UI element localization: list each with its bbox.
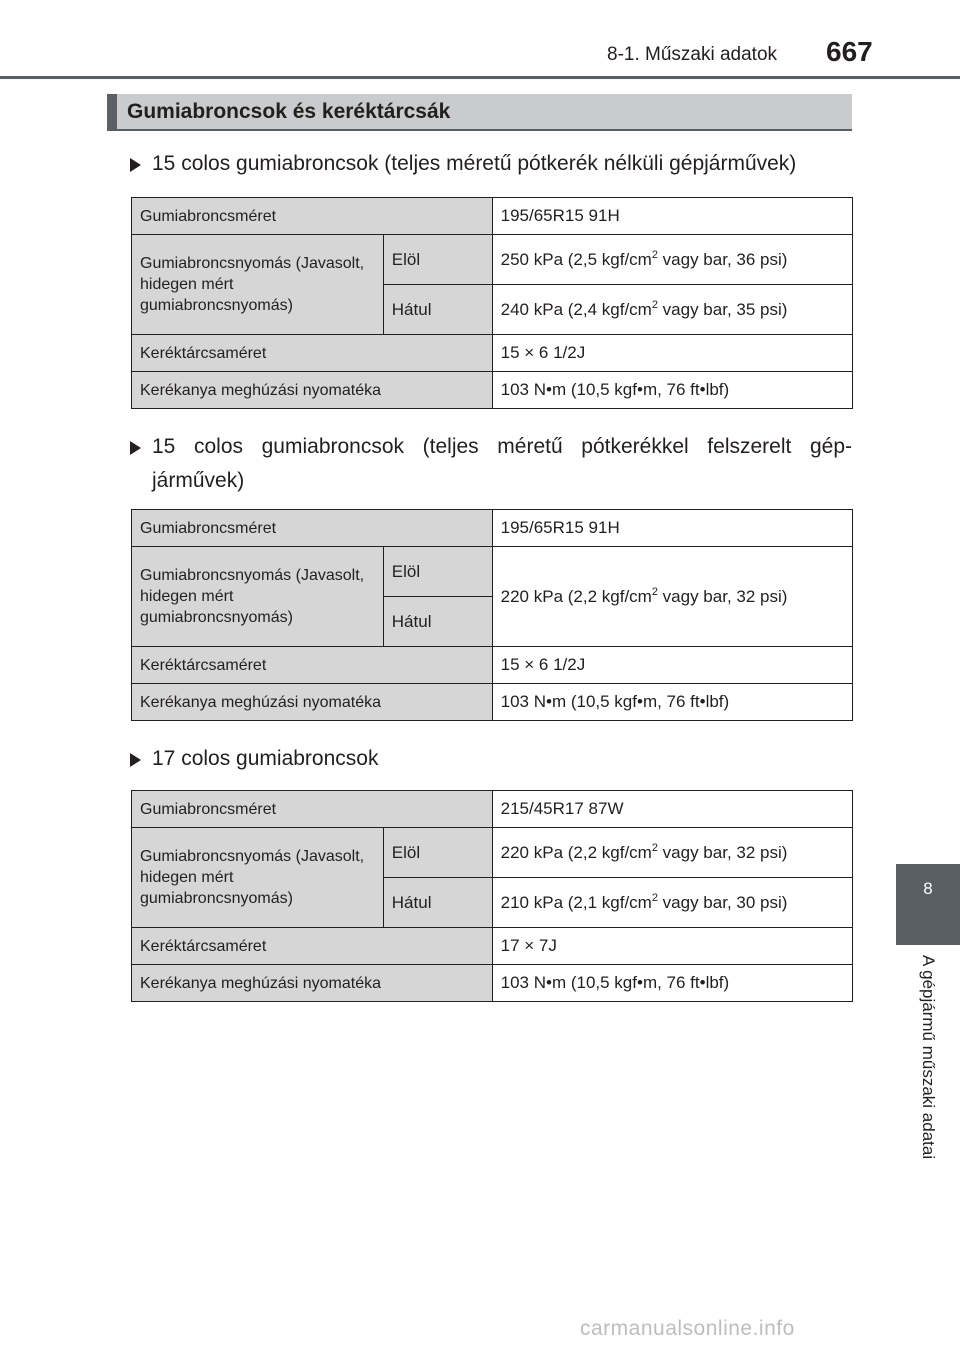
bullet-15in-no-spare [130, 147, 852, 181]
table-row [132, 965, 853, 1002]
pressure-value: 220 kPa (2,2 kgf/$cm^2$ vagy bar, 32 psi) [492, 547, 852, 647]
bullet-17in [130, 742, 852, 776]
page-number: 667 [826, 36, 873, 67]
rear-pressure-value: 240 kPa (2,4 kgf/$cm^2$ vagy bar, 35 psi) [492, 285, 852, 335]
tire-size-label: Gumiabroncsméret [132, 198, 493, 235]
torque-value: 103 N•m (10,5 kgf•m, 76 ft•lbf) [492, 684, 852, 721]
triangle-bullet-icon [130, 441, 141, 455]
rear-label: Hátul [383, 878, 492, 928]
chapter-number-tab: 8 [896, 864, 960, 945]
table-row [132, 198, 853, 235]
wheel-size-label: Keréktárcsaméret [132, 335, 493, 372]
pressure-label: Gumiabroncsnyomás (Javasolt, hidegen mért gumiabroncsnyomás) [132, 235, 384, 335]
front-label: Elöl [383, 547, 492, 597]
triangle-bullet-icon [130, 753, 141, 767]
table-row [132, 791, 853, 828]
rear-pressure-value: 210 kPa (2,1 kgf/$cm^2$ vagy bar, 30 psi) [492, 878, 852, 928]
torque-label: Kerékanya meghúzási nyomatéka [132, 372, 493, 409]
front-pressure-value: 220 kPa (2,2 kgf/$cm^2$ vagy bar, 32 psi) [492, 828, 852, 878]
table-row [132, 647, 853, 684]
torque-label: Kerékanya meghúzási nyomatéka [132, 684, 493, 721]
header-divider [0, 76, 960, 79]
tire-size-value: 215/45R17 87W [492, 791, 852, 828]
watermark: carmanualsonline.info [580, 1317, 795, 1340]
tire-size-value: 195/65R15 91H [492, 510, 852, 547]
front-pressure-value: 250 kPa (2,5 kgf/$cm^2$ vagy bar, 36 psi) [492, 235, 852, 285]
tire-size-label: Gumiabroncsméret [132, 510, 493, 547]
table-row [132, 335, 853, 372]
spec-table-17in [131, 790, 853, 1002]
bullet-text: 15 colos gumiabroncsok (teljes méretű pótkerékkel felszerelt gép-járművek) [152, 435, 852, 492]
rear-label: Hátul [383, 285, 492, 335]
table-row [132, 684, 853, 721]
rear-label: Hátul [383, 597, 492, 647]
bullet-text: 17 colos gumiabroncsok [152, 747, 379, 770]
spec-table-15in-no-spare [131, 197, 853, 409]
table-row [132, 547, 853, 597]
wheel-size-value: 17 × 7J [492, 928, 852, 965]
pressure-label: Gumiabroncsnyomás (Javasolt, hidegen mért gumiabroncsnyomás) [132, 828, 384, 928]
tire-size-label: Gumiabroncsméret [132, 791, 493, 828]
table-row [132, 372, 853, 409]
wheel-size-value: 15 × 6 1/2J [492, 335, 852, 372]
wheel-size-label: Keréktárcsaméret [132, 647, 493, 684]
pressure-label: Gumiabroncsnyomás (Javasolt, hidegen mért gumiabroncsnyomás) [132, 547, 384, 647]
front-label: Elöl [383, 828, 492, 878]
section-header: 8-1. Műszaki adatok [607, 44, 778, 65]
wheel-size-label: Keréktárcsaméret [132, 928, 493, 965]
wheel-size-value: 15 × 6 1/2J [492, 647, 852, 684]
torque-value: 103 N•m (10,5 kgf•m, 76 ft•lbf) [492, 372, 852, 409]
chapter-title-text: A gépjármű műszaki adatai [919, 955, 938, 1160]
spec-table-15in-with-spare [131, 509, 853, 721]
table-row [132, 828, 853, 878]
section-title: Gumiabroncsok és keréktárcsák [107, 94, 852, 131]
torque-value: 103 N•m (10,5 kgf•m, 76 ft•lbf) [492, 965, 852, 1002]
front-label: Elöl [383, 235, 492, 285]
bullet-text: 15 colos gumiabroncsok (teljes méretű pótkerék nélküli gépjárművek) [152, 152, 797, 175]
bullet-15in-with-spare [130, 430, 852, 498]
table-row [132, 510, 853, 547]
triangle-bullet-icon [130, 158, 141, 172]
torque-label: Kerékanya meghúzási nyomatéka [132, 965, 493, 1002]
table-row [132, 235, 853, 285]
table-row [132, 928, 853, 965]
tire-size-value: 195/65R15 91H [492, 198, 852, 235]
